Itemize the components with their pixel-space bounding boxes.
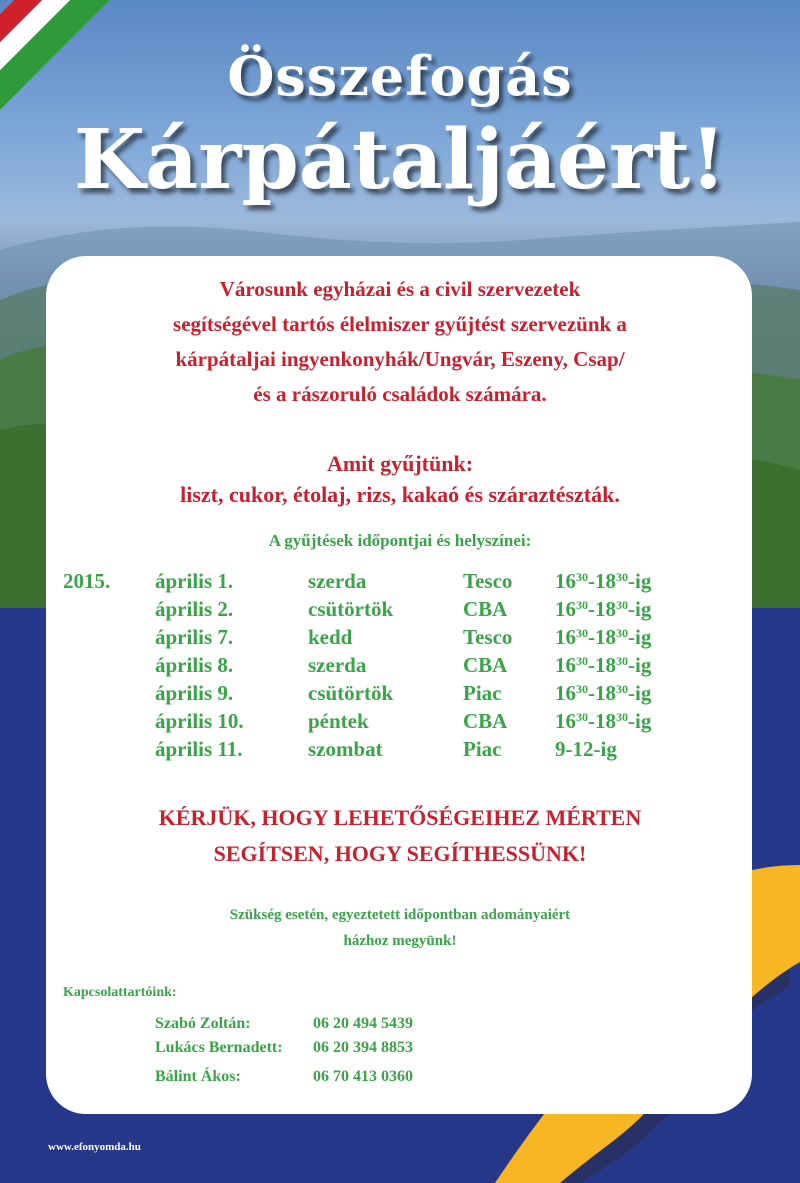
- schedule-date: április 2.: [155, 597, 234, 621]
- schedule-time: $16^{30}-18^{30}-ig$: [555, 569, 652, 593]
- intro-text: [70, 272, 730, 412]
- schedule-date: április 7.: [155, 625, 234, 649]
- schedule-date: április 1.: [155, 569, 234, 593]
- schedule-time: 9-12-ig: [555, 737, 617, 761]
- schedule-row: [0, 624, 800, 651]
- contact-name: Lukács Bernadett:: [155, 1039, 283, 1056]
- contact-phone: 06 20 494 5439: [313, 1015, 413, 1032]
- schedule-place: Piac: [463, 737, 502, 761]
- contact-name: Szabó Zoltán:: [155, 1015, 251, 1032]
- schedule-date: április 8.: [155, 653, 234, 677]
- plea-text: [50, 800, 750, 872]
- home-pickup-line-1: Szükség esetén, egyeztetett időpontban adományaiért: [229, 907, 571, 923]
- schedule-day: szerda: [308, 569, 367, 593]
- schedule-year: 2015.: [63, 569, 111, 593]
- schedule-place: CBA: [463, 653, 508, 677]
- collect-heading: Amit gyűjtünk:: [326, 451, 474, 476]
- contact-phone: 06 70 413 0360: [313, 1068, 413, 1085]
- website-link[interactable]: www.efonyomda.hu: [48, 1141, 141, 1153]
- schedule-place: CBA: [463, 709, 508, 733]
- schedule-day: csütörtök: [308, 681, 394, 705]
- schedule-day: szerda: [308, 653, 367, 677]
- schedule-day: péntek: [308, 709, 369, 733]
- contact-row: [0, 1013, 800, 1035]
- schedule-place: Tesco: [463, 569, 513, 593]
- title-line-2: Kárpátaljáért!: [73, 112, 727, 208]
- schedule-place: Tesco: [463, 625, 513, 649]
- schedule-date: április 9.: [155, 681, 234, 705]
- schedule-time: $16^{30}-18^{30}-ig$: [555, 597, 652, 621]
- collect-items: liszt, cukor, étolaj, rizs, kakaó és száraztészták.: [180, 482, 620, 507]
- contact-row: [0, 1066, 800, 1088]
- schedule-day: csütörtök: [308, 597, 394, 621]
- schedule-row: [0, 680, 800, 707]
- contact-phone: 06 20 394 8853: [313, 1039, 413, 1056]
- schedule-row: [0, 708, 800, 735]
- schedule-row: [0, 596, 800, 623]
- intro-line: kárpátaljai ingyenkonyhák/Ungvár, Eszeny, Csap/: [175, 347, 625, 371]
- contact-row: [0, 1037, 800, 1059]
- schedule-heading: A gyűjtések időpontjai és helyszínei:: [268, 531, 532, 550]
- schedule-date: április 10.: [155, 709, 244, 733]
- schedule-time: $16^{30}-18^{30}-ig$: [555, 653, 652, 677]
- schedule-place: Piac: [463, 681, 502, 705]
- home-pickup-line-2: házhoz megyünk!: [343, 933, 457, 949]
- schedule-row: [0, 652, 800, 679]
- schedule-day: kedd: [308, 625, 353, 649]
- schedule-time: $16^{30}-18^{30}-ig$: [555, 625, 652, 649]
- contact-name: Bálint Ákos:: [155, 1068, 241, 1085]
- schedule-row: [0, 568, 800, 595]
- schedule-place: CBA: [463, 597, 508, 621]
- schedule-time: $16^{30}-18^{30}-ig$: [555, 681, 652, 705]
- plea-line-1: KÉRJÜK, HOGY LEHETŐSÉGEIHEZ MÉRTEN: [158, 805, 642, 830]
- plea-line-2: SEGÍTSEN, HOGY SEGÍTHESSÜNK!: [213, 841, 587, 866]
- schedule-row: [0, 736, 800, 763]
- intro-line: segítségével tartós élelmiszer gyűjtést szervezünk a: [173, 312, 627, 336]
- collect-section: [60, 448, 740, 510]
- contacts-label: Kapcsolattartóink:: [63, 985, 177, 1000]
- intro-line: és a rászoruló családok számára.: [253, 382, 547, 406]
- intro-line: Városunk egyházai és a civil szervezetek: [219, 277, 581, 301]
- title-line-1: Összefogás: [227, 44, 573, 108]
- schedule-time: $16^{30}-18^{30}-ig$: [555, 709, 652, 733]
- home-pickup-text: [100, 902, 700, 954]
- schedule-date: április 11.: [155, 737, 243, 761]
- schedule-day: szombat: [308, 737, 383, 761]
